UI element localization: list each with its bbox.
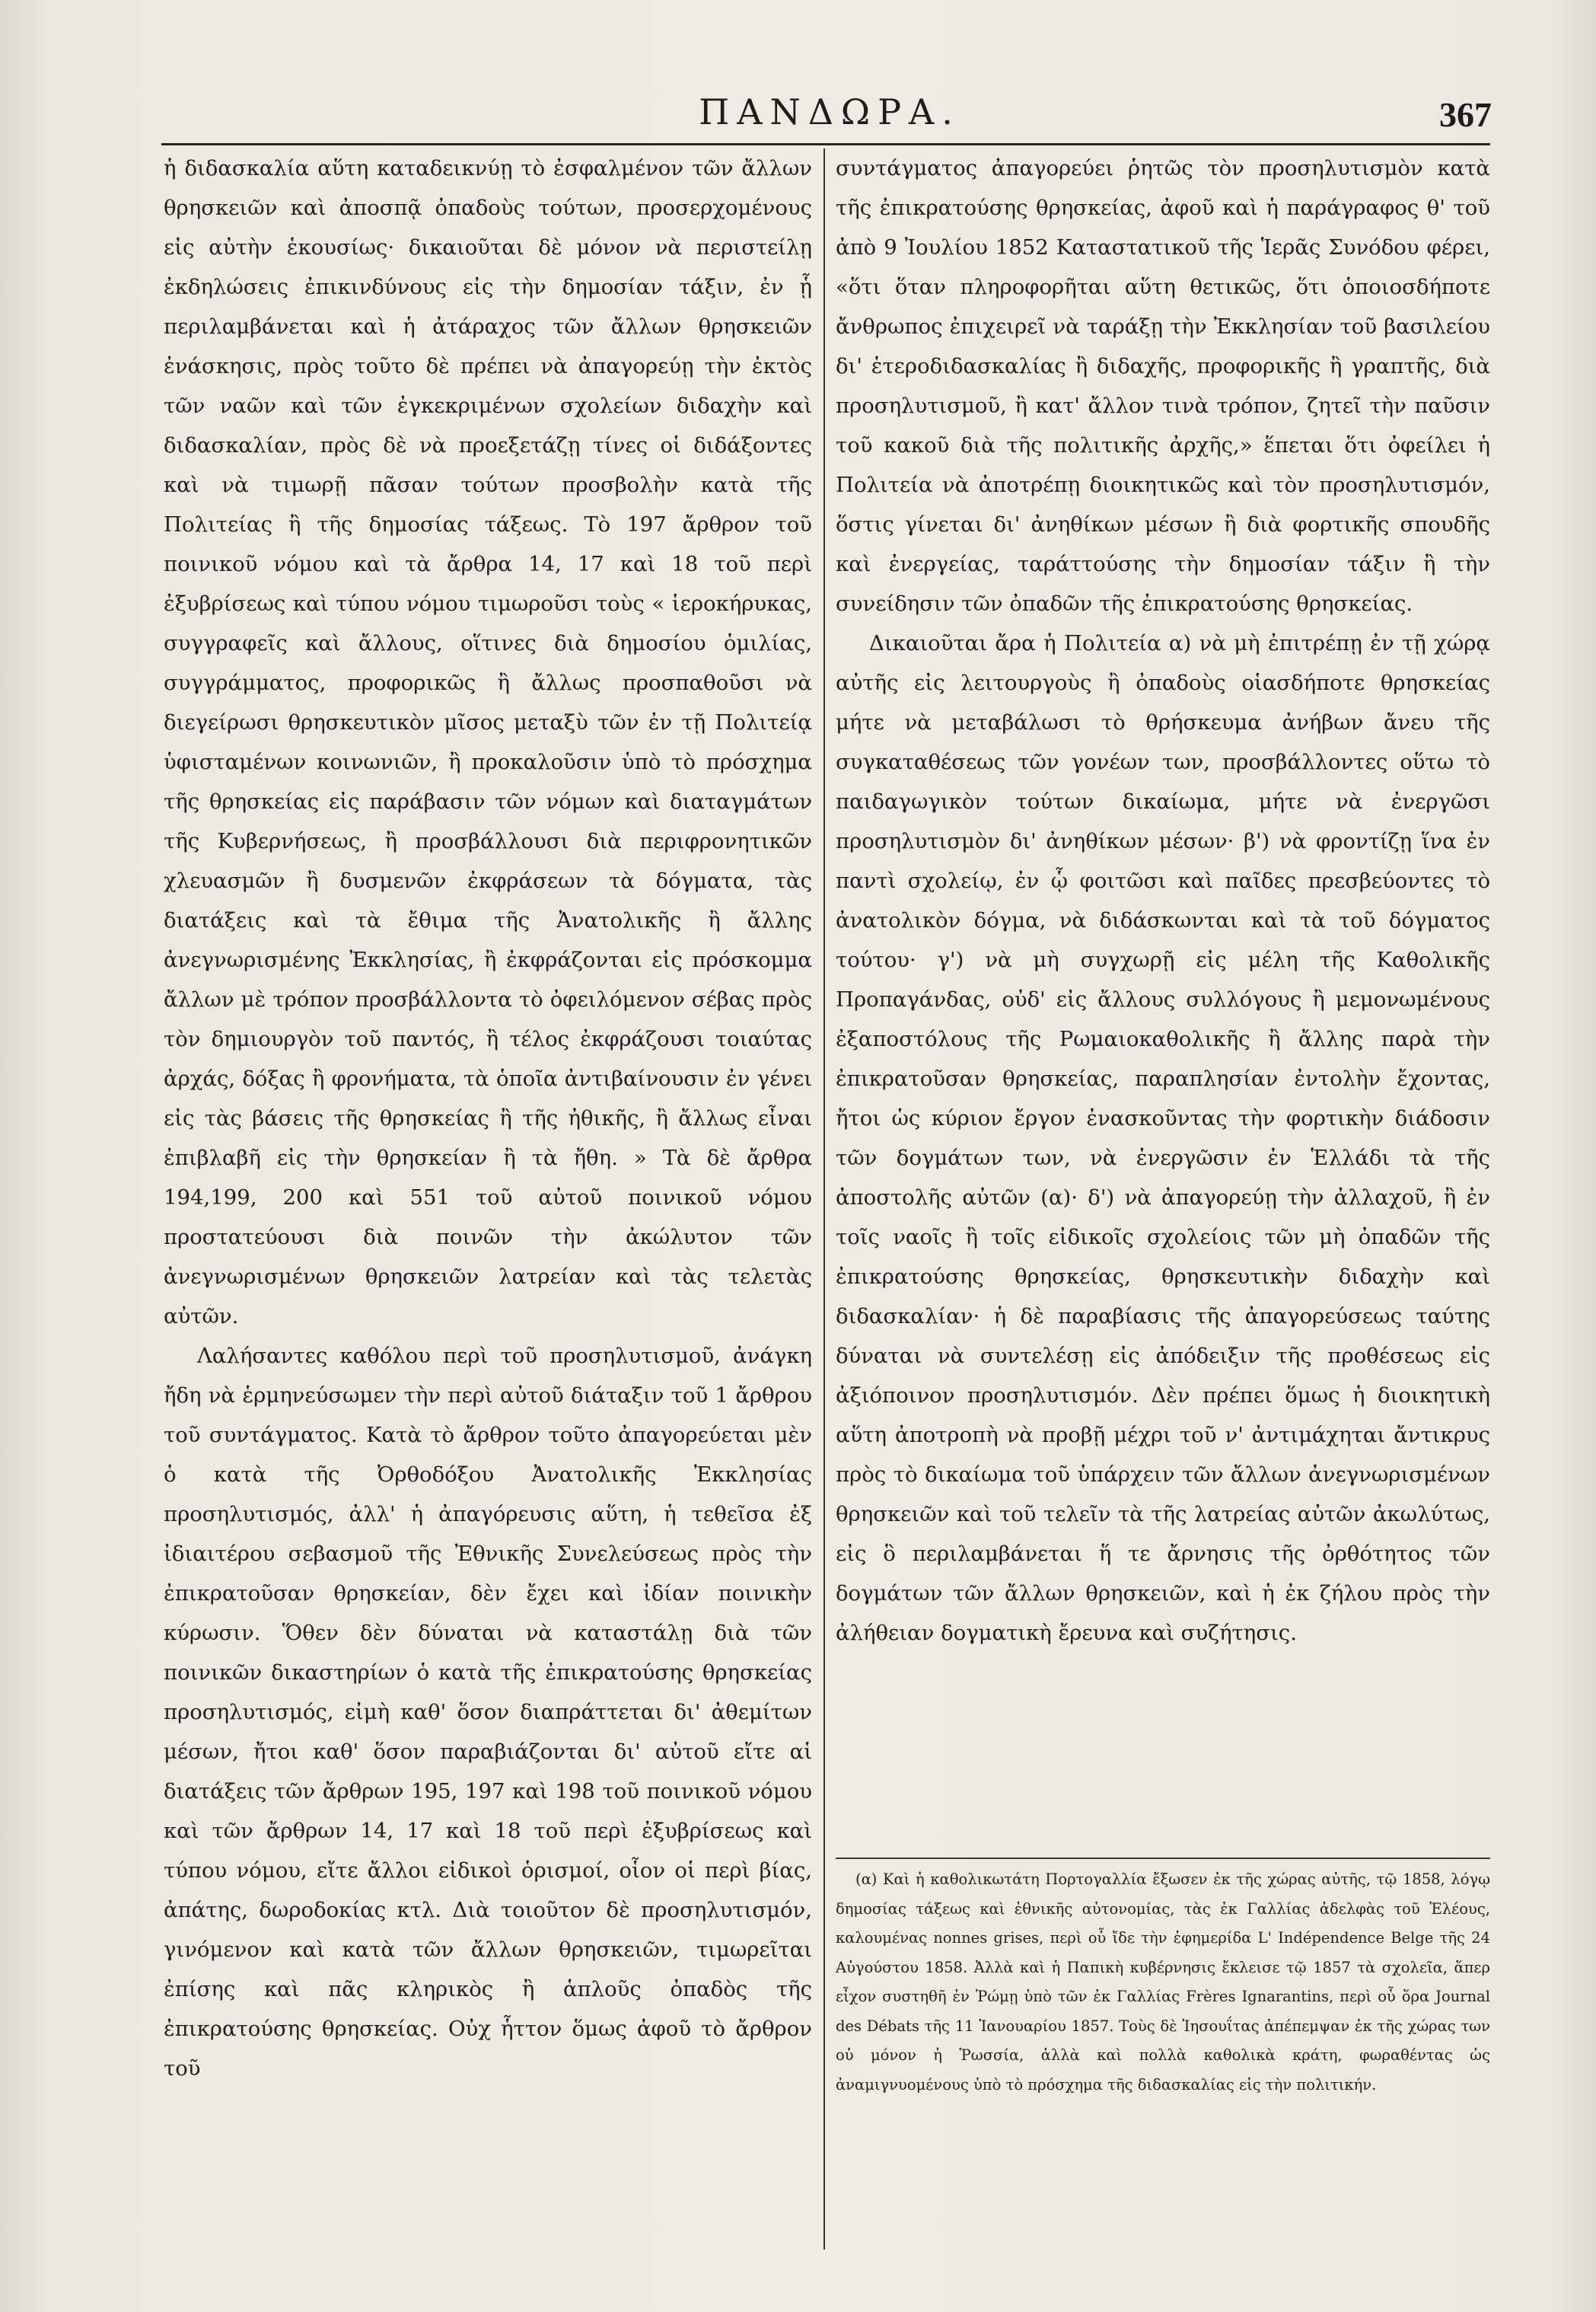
footnote (836, 1865, 1490, 2100)
right-paragraph-1: συντάγματος ἀπαγορεύει ῥητῶς τὸν προσηλυτισμὸν κατὰ τῆς ἐπικρατούσης θρησκείας, ἀφοῦ καὶ ἡ παράγραφος θ' τοῦ ἀπὸ 9 Ἰουλίου 1852 Καταστατικοῦ τῆς Ἱερᾶς Συνόδου φέρει, «ὅτι ὅταν πληροφορῆται αὕτη θετικῶς, ὅτι ὁποιοσδήποτε ἄνθρωπος ἐπιχειρεῖ νὰ ταράξῃ τὴν Ἐκκλησίαν τοῦ βασιλείου δι' ἑτεροδιδασκαλίας ἢ διδαχῆς, προφορικῆς ἢ γραπτῆς, διὰ προσηλυτισμοῦ, ἢ κατ' ἄλλον τινὰ τρόπον, ζητεῖ τὴν παῦσιν τοῦ κακοῦ διὰ τῆς πολιτικῆς ἀρχῆς,» ἕπεται ὅτι ὀφείλει ἡ Πολιτεία νὰ ἀποτρέπῃ διοικητικῶς καὶ τὸν προσηλυτισμόν, ὅστις γίνεται δι' ἀνηθίκων μέσων ἢ διὰ φορτικῆς σπουδῆς καὶ ἐνεργείας, ταράττούσης τὴν δημοσίαν τάξιν ἢ τὴν συνείδησιν τῶν ὀπαδῶν τῆς ἐπικρατούσης θρησκείας. (836, 156, 1490, 616)
left-column (164, 148, 812, 2250)
footnote-text: (α) Καὶ ἡ καθολικωτάτη Πορτογαλλία ἔξωσεν ἐκ τῆς χώρας αὐτῆς, τῷ 1858, λόγῳ δημοσίας τάξεως καὶ ἐθνικῆς αὐτονομίας, τὰς ἐκ Γαλλίας ἀδελφὰς τοῦ Ἐλέους, καλουμένας nonnes grises, περὶ οὗ ἴδε τὴν ἐφημερίδα L' Indépendence Belge τῆς 24 Αὐγούστου 1858. Ἀλλὰ καὶ ἡ Παπικὴ κυβέρνησις ἔκλεισε τῷ 1857 τὰ σχολεῖα, ἅπερ εἶχον συστηθῆ ἐν Ῥώμῃ ὑπὸ τῶν ἐκ Γαλλίας Frères Ignarantins, περὶ οὗ ὅρα Journal des Débats τῆς 11 Ἰανουαρίου 1857. Τοὺς δὲ Ἰησουΐτας ἀπέπεμψαν ἐκ τῆς χώρας των οὐ μόνον ἡ Ῥωσσία, ἀλλὰ καὶ πολλὰ καθολικὰ κράτη, φωραθέντας ὡς ἀναμιγνυομένους ὑπὸ τὸ πρόσχημα τῆς διδασκαλίας εἰς τὴν πολιτικήν. (836, 1870, 1490, 2094)
right-paragraph-2: Δικαιοῦται ἄρα ἡ Πολιτεία α) νὰ μὴ ἐπιτρέπῃ ἐν τῇ χώρᾳ αὐτῆς εἰς λειτουργοὺς ἢ ὀπαδοὺς οἱασδήποτε θρησκείας μήτε νὰ μεταβάλωσι τὸ θρήσκευμα ἀνήβων ἄνευ τῆς συγκαταθέσεως τῶν γονέων των, προσβάλλοντες οὕτω τὸ παιδαγωγικὸν τούτων δικαίωμα, μήτε νὰ ἐνεργῶσι προσηλυτισμὸν δι' ἀνηθίκων μέσων· β') νὰ φροντίζῃ ἵνα ἐν παντὶ σχολείῳ, ἐν ᾧ φοιτῶσι καὶ παῖδες πρεσβεύοντες τὸ ἀνατολικὸν δόγμα, νὰ διδάσκωνται καὶ τὰ τοῦ δόγματος τούτου· γ') νὰ μὴ συγχωρῇ εἰς μέλη τῆς Καθολικῆς Προπαγάνδας, οὐδ' εἰς ἄλλους συλλόγους ἢ μεμονωμένους ἐξαποστόλους τῆς Ρωμαιοκαθολικῆς ἢ ἄλλης παρὰ τὴν ἐπικρατοῦσαν θρησκείας, παραπλησίαν ἐντολὴν ἔχοντας, ἤτοι ὡς κύριον ἔργον ἐνασκοῦντας τὴν φορτικὴν διάδοσιν τῶν δογμάτων των, νὰ ἐνεργῶσιν ἐν Ἑλλάδι τὰ τῆς ἀποστολῆς αὐτῶν (α)· δ') νὰ ἀπαγορεύῃ τὴν ἀλλαχοῦ, ἢ ἐν τοῖς ναοῖς ἢ τοῖς εἰδικοῖς σχολείοις τῶν μὴ ὀπαδῶν τῆς ἐπικρατούσης θρησκείας, θρησκευτικὴν διδαχὴν καὶ διδασκαλίαν· ἡ δὲ παραβίασις τῆς ἀπαγορεύσεως ταύτης δύναται νὰ συντελέσῃ εἰς ἀπόδειξιν τῆς προθέσεως εἰς ἀξιόποινον προσηλυτισμόν. Δὲν πρέπει ὅμως ἡ διοικητικὴ αὕτη ἀποτροπὴ νὰ προβῇ μέχρι τοῦ ν' ἀντιμάχηται ἄντικρυς πρὸς τὸ δικαίωμα τοῦ ὑπάρχειν τῶν ἄλλων ἀνεγνωρισμένων θρησκειῶν καὶ τοῦ τελεῖν τὰ τῆς λατρείας αὐτῶν ἀκωλύτως, εἰς ὃ περιλαμβάνεται ἥ τε ἄρνησις τῆς ὀρθότητος τῶν δογμάτων τῶν ἄλλων θρησκειῶν, καὶ ἡ ἐκ ζήλου πρὸς τὴν ἀλήθειαν δογματικὴ ἔρευνα καὶ συζήτησις. (836, 631, 1490, 1645)
left-paragraph-1: ἡ διδασκαλία αὕτη καταδεικνύῃ τὸ ἐσφαλμένον τῶν ἄλλων θρησκειῶν καὶ ἀποσπᾷ ὀπαδοὺς τούτων, προσερχομένους εἰς αὐτὴν ἑκουσίως· δικαιοῦται δὲ μόνον νὰ περιστείλῃ ἐκδηλώσεις ἐπικινδύνους εἰς τὴν δημοσίαν τάξιν, ἐν ᾗ περιλαμβάνεται καὶ ἡ ἀτάραχος τῶν ἄλλων θρησκειῶν ἐνάσκησις, πρὸς τοῦτο δὲ πρέπει νὰ ἀπαγορεύῃ τὴν ἐκτὸς τῶν ναῶν καὶ τῶν ἐγκεκριμένων σχολείων διδαχὴν καὶ διδασκαλίαν, πρὸς δὲ νὰ προεξετάζῃ τίνες οἱ διδάξοντες καὶ νὰ τιμωρῇ πᾶσαν τούτων προσβολὴν κατὰ τῆς Πολιτείας ἢ τῆς δημοσίας τάξεως. Τὸ 197 ἄρθρον τοῦ ποινικοῦ νόμου καὶ τὰ ἄρθρα 14, 17 καὶ 18 τοῦ περὶ ἐξυβρίσεως καὶ τύπου νόμου τιμωροῦσι τοὺς « ἱεροκήρυκας, συγγραφεῖς καὶ ἄλλους, οἵτινες διὰ δημοσίου ὁμιλίας, συγγράμματος, προφορικῶς ἢ ἄλλως προσπαθοῦσι νὰ διεγείρωσι θρησκευτικὸν μῖσος μεταξὺ τῶν ἐν τῇ Πολιτείᾳ ὑφισταμένων κοινωνιῶν, ἢ προκαλοῦσιν ὑπὸ τὸ πρόσχημα τῆς θρησκείας εἰς παράβασιν τῶν νόμων καὶ διαταγμάτων τῆς Κυβερνήσεως, ἢ προσβάλλουσι διὰ περιφρονητικῶν χλευασμῶν ἢ δυσμενῶν ἐκφράσεων τὰ δόγματα, τὰς διατάξεις καὶ τὰ ἔθιμα τῆς Ἀνατολικῆς ἢ ἄλλης ἀνεγνωρισμένης Ἐκκλησίας, ἢ ἐκφράζονται εἰς πρόσκομμα ἄλλων μὲ τρόπον προσβάλλοντα τὸ ὀφειλόμενον σέβας πρὸς τὸν δημιουργὸν τοῦ παντός, ἢ τέλος ἐκφράζουσι τοιαύτας ἀρχάς, δόξας ἢ φρονήματα, τὰ ὁποῖα ἀντιβαίνουσιν ἐν γένει εἰς τὰς βάσεις τῆς θρησκείας ἢ τῆς ἠθικῆς, ἢ ἄλλως εἶναι ἐπιβλαβῆ εἰς τὴν θρησκείαν ἢ τὰ ἤθη. » Τὰ δὲ ἄρθρα 194,199, 200 καὶ 551 τοῦ αὐτοῦ ποινικοῦ νόμου προστατεύουσι διὰ ποινῶν τὴν ἀκώλυτον τῶν ἀνεγνωρισμένων θρησκειῶν λατρείαν καὶ τὰς τελετὰς αὐτῶν. (164, 156, 812, 1328)
running-title: ΠΑΝΔΩΡΑ. (699, 91, 960, 132)
header-rule (161, 143, 1490, 145)
left-paragraph-2: Λαλήσαντες καθόλου περὶ τοῦ προσηλυτισμοῦ, ἀνάγκη ἤδη νὰ ἑρμηνεύσωμεν τὴν περὶ αὐτοῦ διάταξιν τοῦ 1 ἄρθρου τοῦ συντάγματος. Κατὰ τὸ ἄρθρον τοῦτο ἀπαγορεύεται μὲν ὁ κατὰ τῆς Ὀρθοδόξου Ἀνατολικῆς Ἐκκλησίας προσηλυτισμός, ἀλλ' ἡ ἀπαγόρευσις αὕτη, ἡ τεθεῖσα ἐξ ἰδιαιτέρου σεβασμοῦ τῆς Ἐθνικῆς Συνελεύσεως πρὸς τὴν ἐπικρατοῦσαν θρησκείαν, δὲν ἔχει καὶ ἰδίαν ποινικὴν κύρωσιν. Ὅθεν δὲν δύναται νὰ καταστάλῃ διὰ τῶν ποινικῶν δικαστηρίων ὁ κατὰ τῆς ἐπικρατούσης θρησκείας προσηλυτισμός, εἰμὴ καθ' ὅσον διαπράττεται δι' ἀθεμίτων μέσων, ἤτοι καθ' ὅσον παραβιάζονται δι' αὐτοῦ εἴτε αἱ διατάξεις τῶν ἄρθρων 195, 197 καὶ 198 τοῦ ποινικοῦ νόμου καὶ τῶν ἄρθρων 14, 17 καὶ 18 τοῦ περὶ ἐξυβρίσεως καὶ τύπου νόμου, εἴτε ἄλλοι εἰδικοὶ ὁρισμοί, οἷον οἱ περὶ βίας, ἀπάτης, δωροδοκίας κτλ. Διὰ τοιοῦτον δὲ προσηλυτισμόν, γινόμενον καὶ κατὰ τῶν ἄλλων θρησκειῶν, τιμωρεῖται ἐπίσης καὶ πᾶς κληρικὸς ἢ ἁπλοῦς ὀπαδὸς τῆς ἐπικρατούσης θρησκείας. Οὐχ ἧττον ὅμως ἀφοῦ τὸ ἄρθρον τοῦ (164, 1344, 812, 2081)
column-divider (823, 148, 825, 2250)
page-number: 367 (1439, 95, 1492, 134)
footnote-rule (836, 1858, 1490, 1859)
